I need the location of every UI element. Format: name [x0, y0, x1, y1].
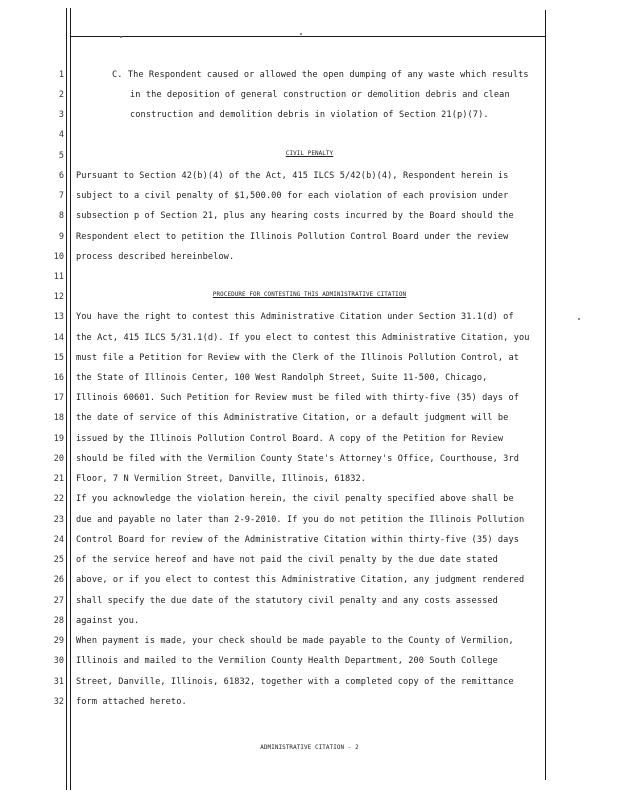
scan-speck: [300, 33, 302, 35]
body-line: Respondent elect to petition the Illinois Pollution Control Board under the review: [76, 232, 509, 242]
line-number: 8: [58, 211, 64, 221]
line-number: 19: [53, 434, 64, 444]
line-number: 11: [53, 272, 64, 282]
line-number: 6: [58, 171, 64, 181]
line-number: 14: [53, 333, 64, 343]
body-line: form attached hereto.: [76, 697, 187, 707]
section-c-line: construction and demolition debris in violation of Section 21(p)(7).: [130, 110, 489, 120]
line-number: 15: [53, 353, 64, 363]
line-number: 23: [53, 515, 64, 525]
line-number: 1: [58, 70, 64, 80]
line-number: 30: [53, 656, 64, 666]
left-margin-rule-outer: [66, 8, 67, 790]
line-number: 28: [53, 616, 64, 626]
line-number: 16: [53, 373, 64, 383]
section-c-line: in the deposition of general construction or demolition debris and clean: [130, 90, 510, 100]
line-number: 10: [53, 252, 64, 262]
line-number: 17: [53, 393, 64, 403]
body-line: Control Board for review of the Administrative Citation within thirty-five (35) days: [76, 535, 520, 545]
line-number: 13: [53, 312, 64, 322]
left-margin-rule-inner: [70, 8, 71, 790]
line-number: 18: [53, 413, 64, 423]
top-edge-rule: [70, 36, 545, 37]
procedure-heading: PROCEDURE FOR CONTESTING THIS ADMINISTRATIVE CITATION: [212, 292, 407, 298]
body-line: Illinois and mailed to the Vermilion County Health Department, 200 South College: [76, 656, 498, 666]
line-number: 26: [53, 575, 64, 585]
scan-speck: [120, 36, 122, 38]
line-number: 27: [53, 596, 64, 606]
body-line: should be filed with the Vermilion County State's Attorney's Office, Courthouse, 3rd: [76, 454, 520, 464]
body-line: Floor, 7 N Vermilion Street, Danville, Illinois, 61832.: [76, 474, 367, 484]
line-number: 3: [58, 110, 64, 120]
line-number: 7: [58, 191, 64, 201]
body-line: issued by the Illinois Pollution Control Board. A copy of the Petition for Review: [76, 434, 504, 444]
body-line: the State of Illinois Center, 100 West Randolph Street, Suite 11-500, Chicago,: [76, 373, 488, 383]
scan-speck: [578, 318, 580, 320]
line-number: 5: [58, 151, 64, 161]
body-line: Pursuant to Section 42(b)(4) of the Act, 415 ILCS 5/42(b)(4), Respondent herein is: [76, 171, 509, 181]
body-line: If you acknowledge the violation herein, the civil penalty specified above shall be: [76, 494, 514, 504]
body-line: Illinois 60601. Such Petition for Review must be filed with thirty-five (35) days of: [76, 393, 520, 403]
line-number: 22: [53, 494, 64, 504]
body-line: above, or if you elect to contest this Administrative Citation, any judgment rendered: [76, 575, 525, 585]
body-line: of the service hereof and have not paid the civil penalty by the due date stated: [76, 555, 498, 565]
body-line: When payment is made, your check should be made payable to the County of Vermilion,: [76, 636, 514, 646]
line-number: 24: [53, 535, 64, 545]
section-c-line: C. The Respondent caused or allowed the open dumping of any waste which results: [112, 70, 529, 80]
body-line: shall specify the due date of the statutory civil penalty and any costs assessed: [76, 596, 498, 606]
line-number: 2: [58, 90, 64, 100]
line-number: 32: [53, 697, 64, 707]
line-number: 29: [53, 636, 64, 646]
body-line: the Act, 415 ILCS 5/31.1(d). If you elect to contest this Administrative Citation, you: [76, 333, 530, 343]
body-line: Street, Danville, Illinois, 61832, together with a completed copy of the remittance: [76, 677, 514, 687]
body-line: must file a Petition for Review with the Clerk of the Illinois Pollution Control, at: [76, 353, 520, 363]
line-number: 12: [53, 292, 64, 302]
line-number: 4: [58, 130, 64, 140]
line-number: 9: [58, 232, 64, 242]
body-line: You have the right to contest this Administrative Citation under Section 31.1(d) of: [76, 312, 514, 322]
body-line: against you.: [76, 616, 140, 626]
civil-penalty-heading: CIVIL PENALTY: [285, 151, 334, 157]
body-line: due and payable no later than 2-9-2010. If you do not petition the Illinois Pollution: [76, 515, 525, 525]
page-footer: ADMINISTRATIVE CITATION - 2: [260, 745, 359, 751]
body-line: subject to a civil penalty of $1,500.00 for each violation of each provision under: [76, 191, 509, 201]
body-line: the date of service of this Administrative Citation, or a default judgment will be: [76, 413, 509, 423]
line-number: 21: [53, 474, 64, 484]
body-line: process described hereinbelow.: [76, 252, 235, 262]
body-line: subsection p of Section 21, plus any hearing costs incurred by the Board should the: [76, 211, 514, 221]
line-number: 31: [53, 677, 64, 687]
right-margin-rule: [545, 10, 546, 780]
line-number: 20: [53, 454, 64, 464]
line-number: 25: [53, 555, 64, 565]
